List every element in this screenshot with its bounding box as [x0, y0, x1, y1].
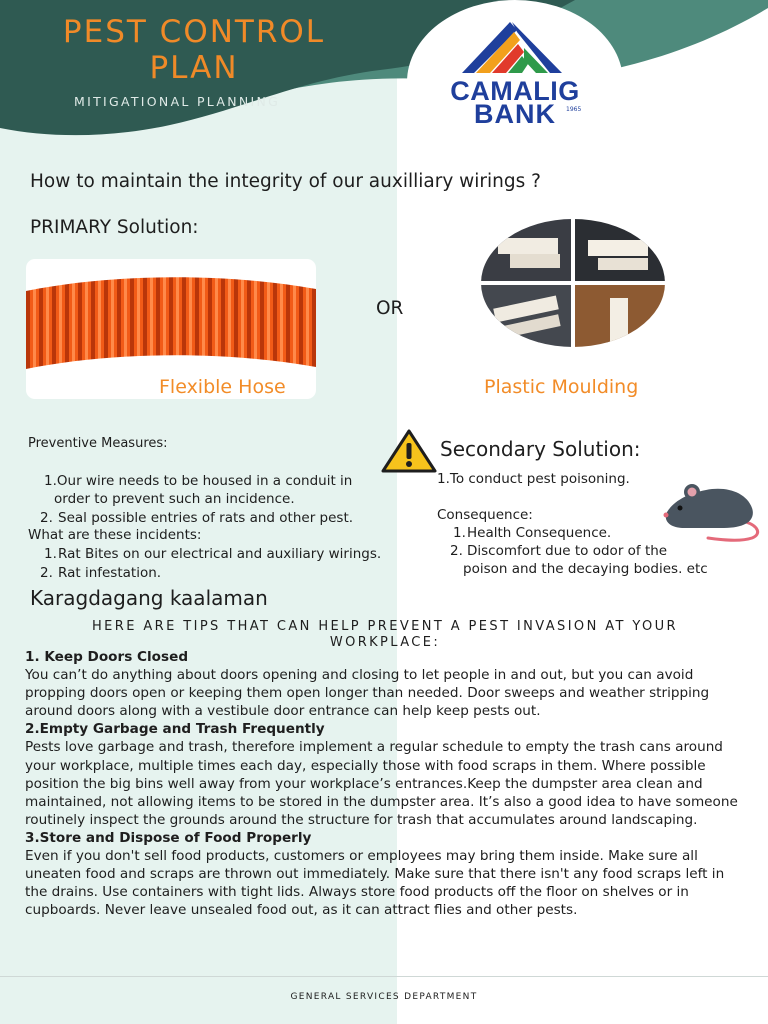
- tip-3-title: 3.Store and Dispose of Food Properly: [25, 829, 312, 846]
- consequence-heading: Consequence:: [437, 507, 533, 523]
- consequence-2-cont: poison and the decaying bodies. etc: [463, 561, 708, 577]
- tip-1-title: 1. Keep Doors Closed: [25, 649, 189, 665]
- or-label: OR: [376, 298, 404, 319]
- logo-text-bank: BANK: [474, 99, 556, 129]
- warning-icon: [381, 428, 437, 474]
- footer-divider: [0, 976, 768, 977]
- secondary-solution-heading: Secondary Solution:: [440, 437, 641, 461]
- footer-department: GENERAL SERVICES DEPARTMENT: [290, 992, 478, 1002]
- consequence-2-number: 2.: [450, 543, 463, 559]
- secondary-item-1: 1.To conduct pest poisoning.: [437, 471, 630, 487]
- preventive-heading: Preventive Measures:: [28, 436, 168, 451]
- consequence-1-number: 1.: [453, 525, 466, 541]
- logo-text-camalig: CAMALIG: [450, 76, 580, 106]
- preventive-item-2-number: 2.: [40, 510, 53, 526]
- incident-2: Rat infestation.: [58, 565, 162, 581]
- rat-icon: [662, 478, 764, 544]
- plastic-moulding-image: [480, 218, 666, 348]
- consequence-1: Health Consequence.: [467, 525, 612, 541]
- incident-1-number: 1.: [44, 546, 57, 562]
- page-subtitle: MITIGATIONAL PLANNING: [74, 94, 281, 109]
- consequence-2: Discomfort due to odor of the: [467, 543, 668, 559]
- tip-2-title: 2.Empty Garbage and Trash Frequently: [25, 721, 325, 738]
- plastic-moulding-caption: Plastic Moulding: [484, 376, 639, 398]
- main-question: How to maintain the integrity of our auxilliary wirings ?: [30, 171, 541, 192]
- additional-knowledge-heading: Karagdagang kaalaman: [30, 586, 268, 610]
- preventive-item-1-cont: order to prevent such an incidence.: [54, 491, 295, 507]
- logo-year: 1965: [566, 106, 582, 113]
- page-title: PEST CONTROL PLAN: [62, 14, 326, 86]
- incidents-heading: What are these incidents:: [28, 527, 202, 543]
- tip-1-body: You can’t do anything about doors opening and closing to let people in and out, but you can avoid propping doors open or keeping them open longer than needed. Door sweeps and weather stripping around doors along with a vestibule door entrance can help keep pests out.: [25, 667, 710, 720]
- tips-list: [25, 648, 745, 919]
- preventive-item-2: Seal possible entries of rats and other pest.: [58, 510, 354, 526]
- tip-3-body: Even if you don't sell food products, customers or employees may bring them inside. Make sure all uneaten food and scraps are thrown out immediately. Make sure that there isn't any food scraps left in the drains. Use containers with tight lids. Always store food products off the floor on shelves or in cupboards. Never leave unsealed food out, as it can attract flies and other pests.: [25, 848, 725, 919]
- preventive-item-1: 1.Our wire needs to be housed in a conduit in: [44, 473, 353, 489]
- primary-solution-heading: PRIMARY Solution:: [30, 217, 199, 238]
- flexible-hose-caption: Flexible Hose: [159, 376, 286, 398]
- tips-heading: HERE ARE TIPS THAT CAN HELP PREVENT A PEST INVASION AT YOUR WORKPLACE:: [92, 619, 678, 650]
- tip-2-body: Pests love garbage and trash, therefore implement a regular schedule to empty the trash cans around your workplace, multiple times each day, especially those with food scraps in them. Where possible position the big bins well away from your workplace’s entrances.Keep the dumpster area clean and maintained, not allowing items to be stored in the dumpster area. It’s also a good idea to have someone routinely inspect the grounds around the structure for trash that accumulates around landscaping.: [25, 739, 738, 828]
- incident-2-number: 2.: [40, 565, 53, 581]
- incident-1: Rat Bites on our electrical and auxiliary wirings.: [58, 546, 382, 562]
